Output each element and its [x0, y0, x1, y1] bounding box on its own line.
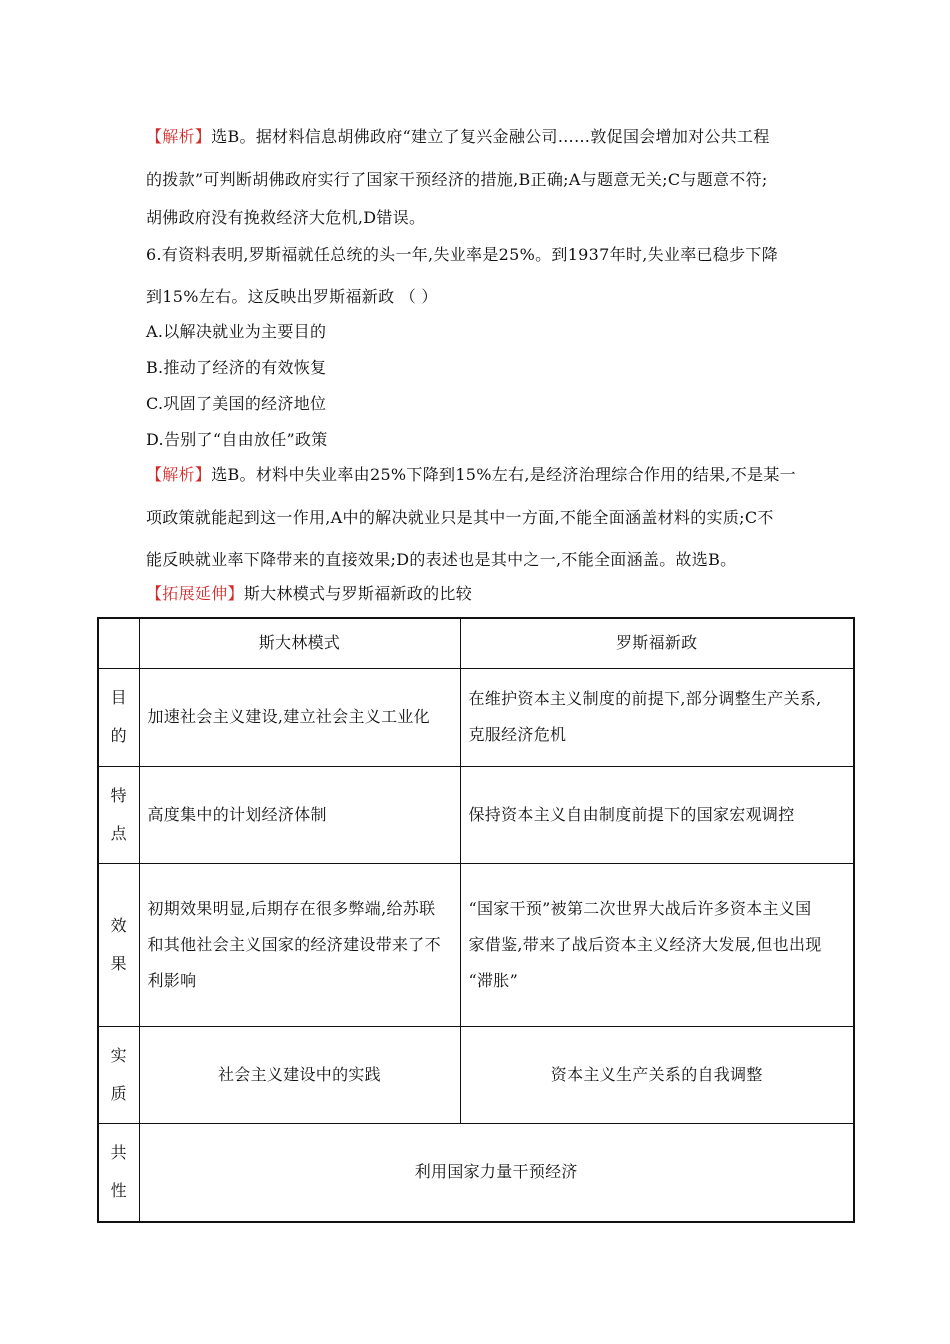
extension-heading — [146, 583, 472, 605]
question-stem: 到15%左右。这反映出罗斯福新政 （ ） — [146, 287, 438, 306]
cell-stalin-effect: 初期效果明显,后期存在很多弊端,给苏联 和其他社会主义国家的经济建设带来了不 利影响 — [139, 863, 460, 1026]
cell-stalin-feature: 高度集中的计划经济体制 — [139, 766, 460, 863]
analysis-line: 项政策就能起到这一作用,A中的解决就业只是其中一方面,不能全面涵盖材料的实质;C不 — [146, 508, 774, 527]
cell-roosevelt-essence: 资本主义生产关系的自我调整 — [460, 1026, 854, 1123]
analysis-text: 选B。据材料信息胡佛政府“建立了复兴金融公司……敦促国会增加对公共工程 — [211, 127, 770, 146]
analysis-line — [146, 464, 796, 486]
cell-stalin-essence: 社会主义建设中的实践 — [139, 1026, 460, 1123]
option-d: D.告别了“自由放任”政策 — [146, 430, 328, 449]
extension-tag: 【拓展延伸】 — [146, 584, 244, 603]
analysis-tag: 【解析】 — [146, 465, 212, 484]
cell-roosevelt-feature: 保持资本主义自由制度前提下的国家宏观调控 — [460, 766, 854, 863]
option-a: A.以解决就业为主要目的 — [146, 322, 327, 341]
cell-stalin-purpose: 加速社会主义建设,建立社会主义工业化 — [139, 668, 460, 766]
cell-roosevelt-purpose: 在维护资本主义制度的前提下,部分调整生产关系, 克服经济危机 — [460, 668, 854, 766]
table-header-row — [98, 618, 854, 668]
comparison-table — [97, 617, 855, 1223]
row-head-common: 共 性 — [98, 1123, 139, 1222]
column-header-roosevelt: 罗斯福新政 — [460, 618, 854, 668]
analysis-line: 能反映就业率下降带来的直接效果;D的表述也是其中之一,不能全面涵盖。故选B。 — [146, 550, 737, 569]
analysis-line: 的拨款”可判断胡佛政府实行了国家干预经济的措施,B正确;A与题意无关;C与题意不符; — [146, 170, 768, 189]
analysis-text: 选B。材料中失业率由25%下降到15%左右,是经济治理综合作用的结果,不是某一 — [211, 465, 796, 484]
analysis-tag: 【解析】 — [146, 127, 212, 146]
cell-common: 利用国家力量干预经济 — [139, 1123, 854, 1222]
column-header-stalin: 斯大林模式 — [139, 618, 460, 668]
cell-roosevelt-effect: “国家干预”被第二次世界大战后许多资本主义国 家借鉴,带来了战后资本主义经济大发展,但也出现 “滞胀” — [460, 863, 854, 1026]
corner-cell — [98, 618, 139, 668]
row-head-feature: 特 点 — [98, 766, 139, 863]
row-head-essence: 实 质 — [98, 1026, 139, 1123]
option-c: C.巩固了美国的经济地位 — [146, 394, 327, 413]
analysis-line: 胡佛政府没有挽救经济大危机,D错误。 — [146, 208, 426, 227]
extension-title: 斯大林模式与罗斯福新政的比较 — [243, 584, 473, 603]
table-row-effect — [98, 863, 854, 1026]
analysis-line — [146, 126, 770, 148]
table-row-essence — [98, 1026, 854, 1123]
row-head-purpose: 目 的 — [98, 668, 139, 766]
row-head-effect: 效 果 — [98, 863, 139, 1026]
table-row-purpose — [98, 668, 854, 766]
option-b: B.推动了经济的有效恢复 — [146, 358, 327, 377]
table-row-common — [98, 1123, 854, 1222]
table-row-feature — [98, 766, 854, 863]
question-stem: 6.有资料表明,罗斯福就任总统的头一年,失业率是25%。到1937年时,失业率已稳步下降 — [146, 245, 779, 264]
